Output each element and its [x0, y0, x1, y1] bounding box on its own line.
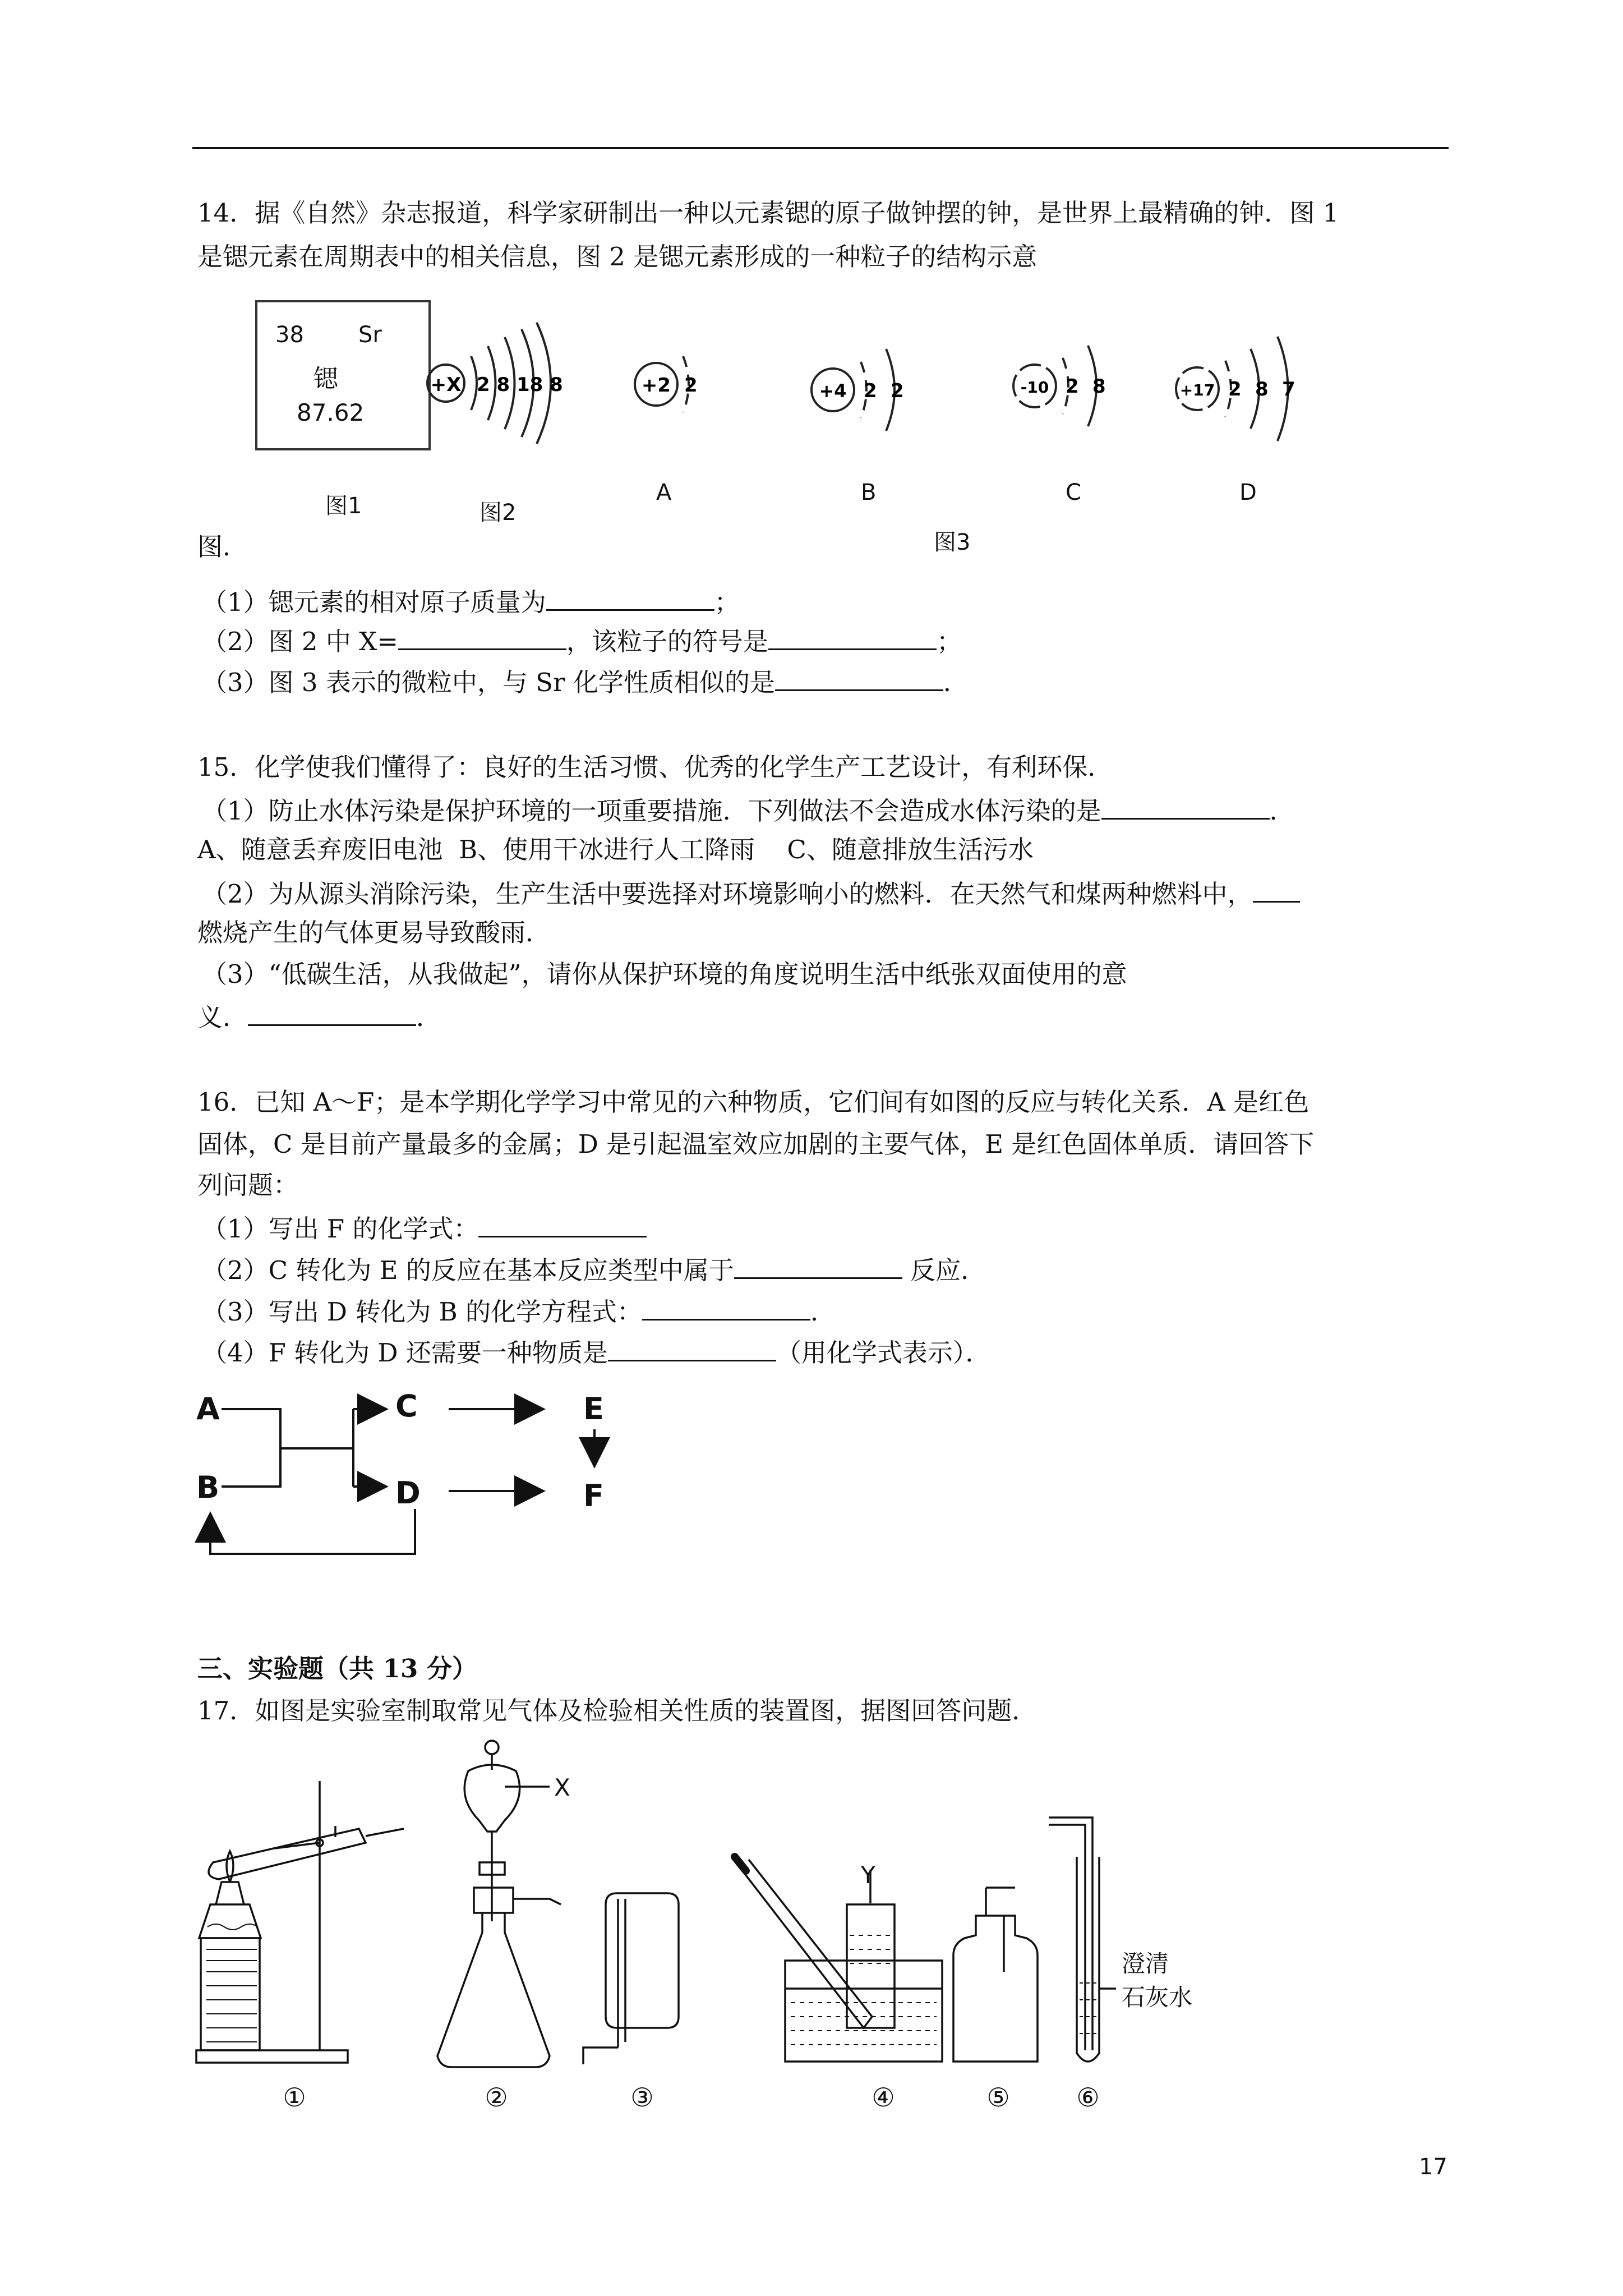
fig3-label-b: B [861, 480, 877, 505]
svg-text:-10: -10 [1020, 378, 1049, 397]
q14-sub2: （2）图 2 中 X= ，该粒子的符号是 ； [202, 623, 962, 659]
q15-sub3-cont: 义． ． [197, 999, 441, 1034]
q14-sub1: （1）锶元素的相对原子质量为 ； [202, 583, 740, 619]
node-b: B [196, 1470, 220, 1505]
element-name: 锶 [313, 365, 338, 393]
answer-blank[interactable] [398, 623, 566, 650]
q16-sub1: （1）写出 F 的化学式： [202, 1210, 647, 1246]
limewater-label-2: 石灰水 [1122, 1984, 1193, 2011]
q16-line2: 固体，C 是目前产量最多的金属；D 是引起温室效应加剧的主要气体，E 是红色固体单质．请回答下 [197, 1129, 1315, 1159]
node-a: A [196, 1391, 220, 1427]
apparatus-label-4: ④ [872, 2082, 895, 2113]
section3-heading: 三、实验题（共 13 分） [197, 1654, 477, 1683]
answer-blank[interactable] [478, 1210, 647, 1237]
fig3-label-a: A [656, 480, 672, 505]
svg-text:2: 2 [891, 380, 904, 402]
q14-line3: 图． [197, 532, 248, 562]
apparatus-3-collection [583, 1893, 679, 2064]
svg-text:2: 2 [1066, 375, 1079, 398]
q16-line1: 16．已知 A～F；是本学期化学学习中常见的六种物质，它们间有如图的反应与转化关系．A 是红色 [197, 1087, 1310, 1117]
fig3-particle-a [635, 356, 698, 412]
header-rule [192, 147, 1449, 149]
q15-line1: 15．化学使我们懂得了：良好的生活习惯、优秀的化学生产工艺设计，有利环保． [197, 752, 1113, 782]
fig1-caption: 图1 [325, 493, 362, 519]
node-c: C [395, 1388, 418, 1424]
page-number: 17 [1419, 2154, 1447, 2180]
answer-blank[interactable] [642, 1293, 810, 1320]
q16-line3: 列问题： [197, 1170, 299, 1200]
apparatus-label-1: ① [283, 2082, 306, 2113]
svg-text:+2: +2 [641, 374, 671, 397]
apparatus-label-2: ② [485, 2082, 508, 2113]
label-y: Y [861, 1861, 875, 1889]
answer-blank[interactable] [546, 583, 714, 611]
q14-line1: 14．据《自然》杂志报道，科学家研制出一种以元素锶的原子做钟摆的钟，是世界上最精确的钟．图 1 [197, 198, 1339, 228]
fig2-particle-structure [418, 300, 586, 446]
fig3-label-d: D [1239, 480, 1257, 505]
svg-text:2: 2 [684, 374, 698, 397]
svg-text:8: 8 [1255, 378, 1269, 401]
apparatus-label-6: ⑥ [1076, 2082, 1100, 2113]
element-symbol: Sr [358, 322, 382, 348]
apparatus-figure [191, 1736, 1312, 2129]
q16-sub3: （3）写出 D 转化为 B 的化学方程式： ． [202, 1293, 836, 1329]
fig3-particle-d [1176, 337, 1295, 441]
atomic-number: 38 [275, 322, 304, 348]
answer-blank[interactable] [1101, 792, 1270, 820]
answer-blank[interactable] [608, 1334, 776, 1361]
node-e: E [583, 1391, 604, 1427]
apparatus-label-5: ⑤ [986, 2082, 1010, 2113]
q15-sub1: （1）防止水体污染是保护环境的一项重要措施．下列做法不会造成水体污染的是 ． [202, 792, 1295, 828]
label-x: X [554, 1774, 570, 1801]
fig3-particles [623, 314, 1368, 460]
apparatus-1-heating [196, 1781, 404, 2063]
fig3-particle-b [811, 349, 904, 431]
q15-sub3: （3）“低碳生活，从我做起”，请你从保护环境的角度说明生活中纸张双面使用的意 [202, 959, 1127, 989]
svg-text:8: 8 [1092, 375, 1106, 398]
q14-sub3: （3）图 3 表示的微粒中，与 Sr 化学性质相似的是 ． [202, 664, 969, 700]
fig2-nucleus: +X [430, 374, 462, 396]
q16-sub4: （4）F 转化为 D 还需要一种物质是 （用化学式表示）． [202, 1334, 990, 1370]
q14-line2: 是锶元素在周期表中的相关信息，图 2 是锶元素形成的一种粒子的结构示意 [197, 242, 1038, 272]
answer-blank[interactable] [768, 623, 937, 650]
svg-text:7: 7 [1282, 378, 1295, 401]
fig3-particle-c [1013, 346, 1106, 426]
node-d: D [395, 1475, 421, 1511]
q15-sub2-cont: 燃烧产生的气体更易导致酸雨． [197, 918, 551, 947]
apparatus-label-3: ③ [630, 2082, 654, 2113]
answer-blank[interactable] [734, 1251, 902, 1279]
answer-blank[interactable] [248, 999, 416, 1026]
svg-text:2: 2 [1228, 378, 1242, 401]
answer-blank[interactable] [1253, 875, 1300, 903]
q17-stem: 17．如图是实验室制取常见气体及检验相关性质的装置图，据图回答问题． [197, 1696, 1038, 1726]
fig3-caption: 图3 [934, 530, 971, 555]
limewater-label-1: 澄清 [1122, 1950, 1169, 1977]
node-f: F [583, 1478, 604, 1513]
apparatus-2-funnel-flask [437, 1741, 561, 2067]
svg-text:+17: +17 [1179, 381, 1215, 399]
q16-sub2: （2）C 转化为 E 的反应在基本反应类型中属于 反应． [202, 1251, 986, 1287]
q15-options: A、随意丢弃废旧电池 B、使用干冰进行人工降雨 C、随意排放生活污水 [197, 835, 1034, 864]
element-cell-figure [255, 300, 431, 450]
q15-sub2: （2）为从源头消除污染，生产生活中要选择对环境影响小的燃料．在天然气和煤两种燃料中， [202, 875, 1300, 911]
svg-text:+4: +4 [819, 380, 847, 402]
reaction-diagram [191, 1386, 651, 1571]
fig2-caption: 图2 [479, 500, 517, 526]
atomic-mass: 87.62 [297, 399, 365, 426]
fig2-shells: 2 8 18 8 [477, 374, 563, 396]
apparatus-5-gas-bottle [953, 1888, 1038, 2062]
apparatus-6-test-tube [1049, 1818, 1116, 2062]
answer-blank[interactable] [775, 664, 943, 691]
svg-text:2: 2 [864, 380, 877, 402]
fig3-label-c: C [1066, 480, 1081, 505]
apparatus-4-trough [735, 1857, 942, 2062]
